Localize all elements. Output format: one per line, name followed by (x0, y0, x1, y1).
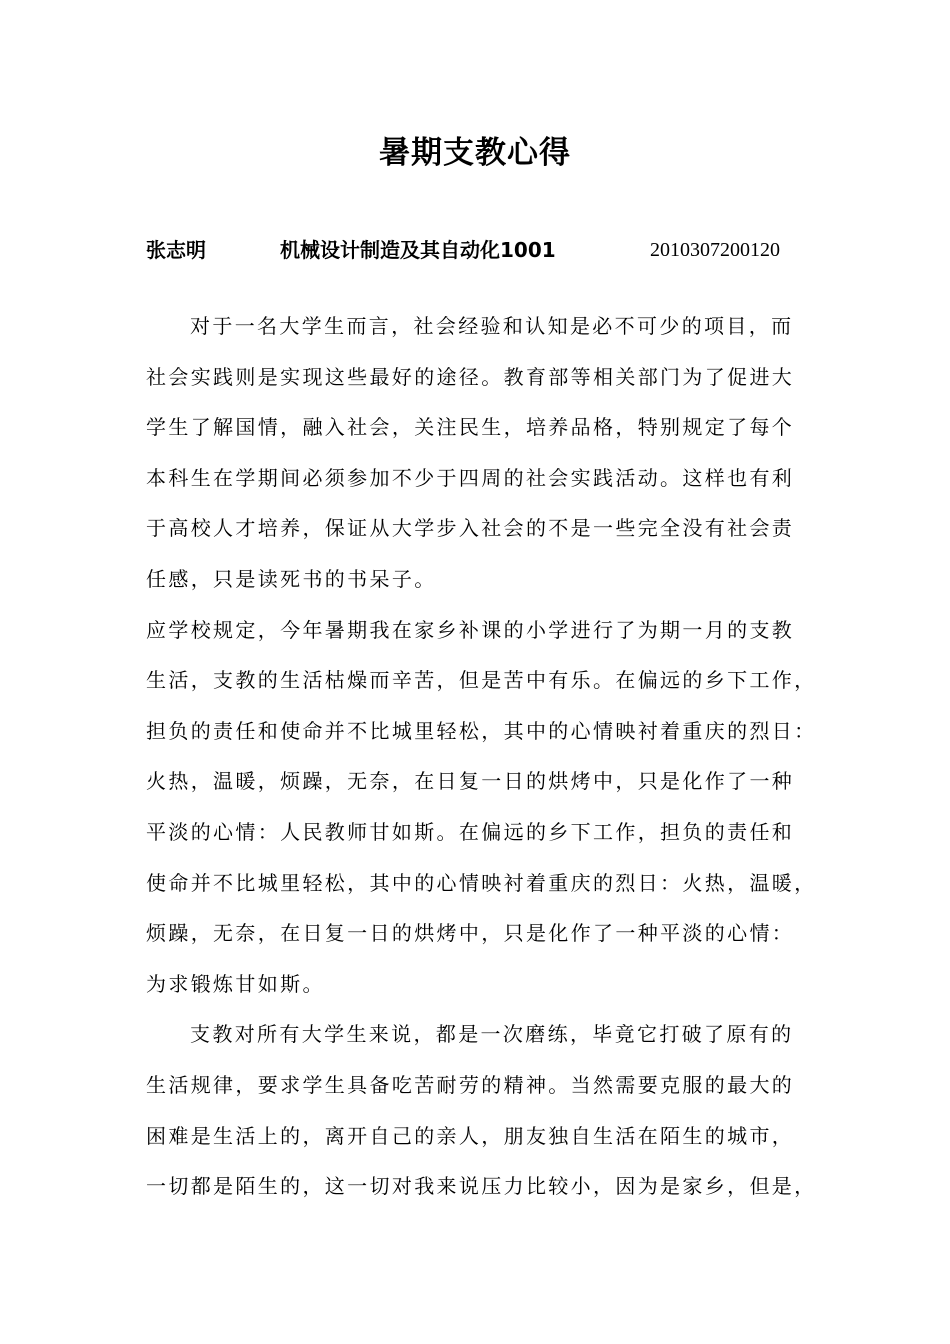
text-line: 支教对所有大学生来说，都是一次磨练，毕竟它打破了原有的 (190, 1022, 794, 1047)
text-line: 火热，温暖，烦躁，无奈，在日复一日的烘烤中，只是化作了一种 (146, 769, 795, 794)
text-line: 担负的责任和使命并不比城里轻松，其中的心情映衬着重庆的烈日： (146, 718, 817, 743)
text-line: 烦躁，无奈，在日复一日的烘烤中，只是化作了一种平淡的心情： (146, 921, 795, 946)
author-major: 机械设计制造及其自动化1001 (280, 238, 556, 262)
document-body (146, 306, 826, 1217)
author-name: 张志明 (146, 238, 206, 262)
text-line: 为求锻炼甘如斯。 (146, 971, 325, 996)
text-line: 困难是生活上的，离开自己的亲人，朋友独自生活在陌生的城市， (146, 1123, 795, 1148)
text-line: 应学校规定，今年暑期我在家乡补课的小学进行了为期一月的支教 (146, 617, 795, 642)
text-line: 学生了解国情，融入社会，关注民生，培养品格，特别规定了每个 (146, 415, 795, 440)
document-title: 暑期支教心得 (379, 135, 571, 171)
text-line: 于高校人才培养，保证从大学步入社会的不是一些完全没有社会责 (146, 516, 795, 541)
text-line: 本科生在学期间必须参加不少于四周的社会实践活动。这样也有利 (146, 465, 795, 490)
author-student-id: 2010307200120 (650, 239, 780, 261)
text-line: 使命并不比城里轻松，其中的心情映衬着重庆的烈日：火热，温暖， (146, 870, 817, 895)
text-line: 任感，只是读死书的书呆子。 (146, 566, 437, 591)
text-line: 生活规律，要求学生具备吃苦耐劳的精神。当然需要克服的最大的 (146, 1072, 795, 1097)
text-line: 平淡的心情：人民教师甘如斯。在偏远的乡下工作，担负的责任和 (146, 819, 795, 844)
text-line: 社会实践则是实现这些最好的途径。教育部等相关部门为了促进大 (146, 364, 795, 389)
text-line: 生活，支教的生活枯燥而辛苦，但是苦中有乐。在偏远的乡下工作， (146, 668, 817, 693)
text-line: 对于一名大学生而言，社会经验和认知是必不可少的项目，而 (190, 314, 794, 338)
text-line: 一切都是陌生的，这一切对我来说压力比较小，因为是家乡，但是， (146, 1174, 817, 1199)
